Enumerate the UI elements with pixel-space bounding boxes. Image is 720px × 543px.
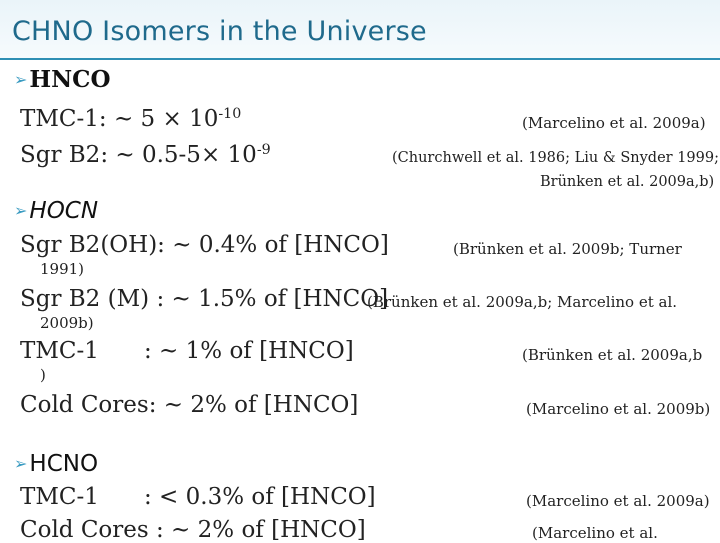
hollow-arrow-bullet-icon: ➢ bbox=[14, 70, 28, 89]
hocn-sgrb2m-reference-b: 2009b) bbox=[40, 314, 94, 332]
hocn-sgrb2m-abundance: Sgr B2 (M) : ~ 1.5% of [HNCO] bbox=[20, 286, 389, 312]
hcno-cold-cores-reference: (Marcelino et al. bbox=[532, 524, 658, 542]
hnco-tmc1-abundance bbox=[20, 106, 241, 132]
hcno-cold-cores-abundance: Cold Cores : ~ 2% of [HNCO] bbox=[20, 517, 366, 543]
hocn-tmc1-reference-b: ) bbox=[40, 366, 46, 384]
section-heading-hnco bbox=[14, 66, 111, 93]
times-sign: × bbox=[200, 142, 221, 168]
hnco-tmc1-label: TMC-1: ~ 5 bbox=[20, 106, 163, 132]
hcno-tmc1-label: TMC-1 bbox=[20, 484, 99, 510]
hnco-tmc1-exponent: -10 bbox=[218, 106, 242, 123]
hollow-arrow-bullet-icon: ➢ bbox=[14, 201, 28, 220]
hocn-sgrb2oh-abundance: Sgr B2(OH): ~ 0.4% of [HNCO] bbox=[20, 232, 389, 258]
hocn-heading-label: HOCN bbox=[29, 198, 99, 224]
hocn-tmc1-label: TMC-1 bbox=[20, 338, 99, 364]
hcno-tmc1-value: : < 0.3% of [HNCO] bbox=[144, 484, 376, 510]
hnco-sgrb2-label: Sgr B2: ~ 0.5-5 bbox=[20, 142, 201, 168]
hnco-heading-label: HNCO bbox=[29, 66, 111, 93]
hocn-sgrb2oh-reference-a: (Brünken et al. 2009b; Turner bbox=[453, 240, 682, 258]
hocn-tmc1-value: : ~ 1% of [HNCO] bbox=[144, 338, 354, 364]
hnco-sgrb2-exponent: -9 bbox=[256, 142, 271, 159]
section-heading-hocn bbox=[14, 198, 98, 224]
slide-title: CHNO Isomers in the Universe bbox=[12, 16, 427, 47]
hocn-tmc1-reference-a: (Brünken et al. 2009a,b bbox=[522, 346, 703, 364]
section-heading-hcno bbox=[14, 451, 98, 477]
hnco-sgrb2-abundance bbox=[20, 142, 271, 168]
hnco-sgrb2-base: 10 bbox=[220, 142, 257, 168]
hocn-cold-cores-reference: (Marcelino et al. 2009b) bbox=[526, 400, 711, 418]
hocn-sgrb2m-reference-a: (Brünken et al. 2009a,b; Marcelino et al. bbox=[367, 293, 678, 311]
hnco-sgrb2-reference-line2: Brünken et al. 2009a,b) bbox=[540, 174, 715, 190]
hollow-arrow-bullet-icon: ➢ bbox=[14, 454, 28, 473]
hocn-cold-cores-abundance: Cold Cores: ~ 2% of [HNCO] bbox=[20, 392, 359, 418]
hnco-tmc1-base: 10 bbox=[181, 106, 219, 132]
hcno-heading-label: HCNO bbox=[29, 451, 99, 477]
hnco-tmc1-reference: (Marcelino et al. 2009a) bbox=[522, 114, 706, 132]
times-sign: × bbox=[162, 106, 182, 132]
hnco-sgrb2-reference-line1: (Churchwell et al. 1986; Liu & Snyder 1999; bbox=[392, 150, 719, 166]
hcno-tmc1-reference: (Marcelino et al. 2009a) bbox=[526, 492, 710, 510]
hocn-sgrb2oh-reference-b: 1991) bbox=[40, 260, 85, 278]
